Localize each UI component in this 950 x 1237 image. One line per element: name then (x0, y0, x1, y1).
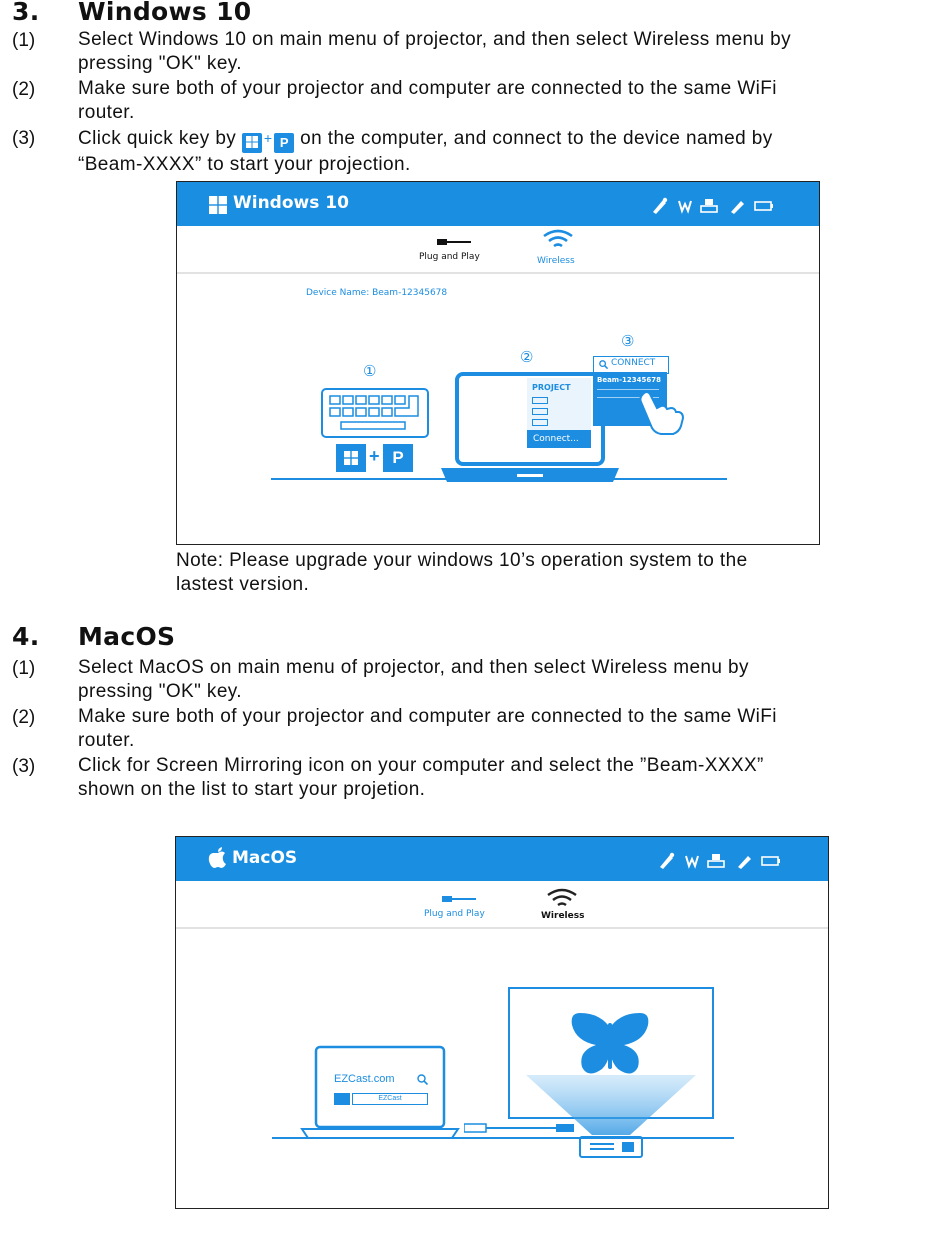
project-option (532, 419, 548, 426)
step-number: (3) (12, 756, 36, 777)
tab-wireless[interactable] (536, 883, 588, 925)
tab-label: Plug and Play (424, 909, 485, 919)
step-marker-1: ① (363, 363, 377, 380)
step-number: (1) (12, 30, 36, 51)
ezcast-url: EZCast.com (334, 1073, 395, 1085)
w-icon (679, 201, 691, 211)
step-line: Select Windows 10 on main menu of projector, and then select Wireless menu by (78, 29, 792, 50)
step-line: Make sure both of your projector and computer are connected to the same WiFi (78, 78, 777, 99)
windows-logo-icon (209, 196, 227, 214)
windows-key-icon (336, 444, 366, 472)
step-line: shown on the list to start your projetion. (78, 779, 426, 800)
project-option (532, 408, 548, 415)
step-line: router. (78, 102, 135, 123)
device-item[interactable]: Beam-12345678 (597, 376, 661, 384)
windows-screen (176, 181, 820, 545)
step-text (78, 754, 764, 802)
step-marker-2: ② (520, 349, 534, 366)
p-key: P (383, 444, 413, 472)
search-icon (599, 360, 608, 369)
note (176, 549, 748, 597)
connect-button[interactable]: Connect... (527, 430, 591, 448)
baseline (272, 1137, 734, 1139)
wifi-icon (546, 887, 578, 909)
section-number: 4. (12, 622, 40, 651)
network-icon (701, 199, 717, 212)
hdmi-cable-icon (442, 895, 476, 903)
step-line (78, 126, 773, 153)
keyboard-icon (321, 388, 429, 438)
step-line: “Beam-XXXX” to start your projection. (78, 154, 411, 175)
step-line-part: on the computer, and connect to the device named by (300, 128, 773, 149)
status-icons (656, 850, 796, 870)
download-icon (334, 1093, 350, 1105)
connect-header-label: CONNECT (611, 358, 656, 368)
step-text (78, 77, 777, 125)
step-line: router. (78, 730, 135, 751)
section-title: MacOS (78, 622, 176, 651)
step-text (78, 705, 777, 753)
screen-header (176, 837, 828, 881)
device-name: Device Name: Beam-12345678 (306, 288, 448, 298)
hand-pointer-icon (637, 390, 687, 436)
note-line: lastest version. (176, 574, 310, 595)
network-icon (708, 854, 724, 867)
tab-label: Plug and Play (419, 252, 480, 262)
tabs-bar (176, 881, 828, 929)
projector-icon (578, 1135, 644, 1161)
section-title: Windows 10 (78, 0, 252, 26)
ezcast-button[interactable]: EZCast (352, 1093, 428, 1105)
battery-icon (755, 202, 773, 210)
laptop-icon (300, 1045, 460, 1139)
pen-icon (660, 853, 674, 869)
step-text (78, 656, 749, 704)
battery-icon (762, 857, 780, 865)
step-number: (2) (12, 79, 36, 100)
step-line: Select MacOS on main menu of projector, and then select Wireless menu by (78, 657, 749, 678)
step-line-part: Click quick key by (78, 128, 237, 149)
tab-label: Wireless (537, 256, 575, 266)
status-icons (649, 195, 789, 215)
screen-title: MacOS (232, 848, 298, 868)
step-text (78, 126, 773, 177)
p-key-icon: P (274, 133, 294, 153)
plus-icon: + (369, 446, 380, 466)
pencil-icon (738, 856, 751, 869)
tab-plug-and-play[interactable] (419, 230, 489, 270)
step-line: pressing "OK" key. (78, 53, 242, 74)
step-line: Click for Screen Mirroring icon on your computer and select the ”Beam-XXXX” (78, 755, 764, 776)
wifi-icon (542, 228, 574, 250)
hdmi-cable-icon (464, 1123, 578, 1133)
apple-logo-icon (208, 847, 228, 869)
pen-icon (653, 198, 667, 214)
pencil-icon (731, 201, 744, 214)
windows-key-icon (242, 133, 262, 153)
screen-header (177, 182, 819, 226)
hdmi-cable-icon (437, 238, 471, 246)
tab-wireless[interactable] (532, 228, 584, 270)
step-marker-3: ③ (621, 333, 635, 350)
step-number: (2) (12, 707, 36, 728)
baseline (271, 478, 727, 480)
tabs-bar (177, 226, 819, 274)
note-line: Note: Please upgrade your windows 10’s operation system to the (176, 550, 748, 571)
project-label: PROJECT (532, 383, 571, 392)
step-text (78, 28, 791, 76)
step-line: pressing "OK" key. (78, 681, 242, 702)
search-icon (417, 1074, 428, 1085)
section-number: 3. (12, 0, 40, 26)
step-number: (3) (12, 128, 36, 149)
screen-title: Windows 10 (233, 193, 349, 213)
tab-plug-and-play[interactable] (422, 885, 494, 925)
step-line: Make sure both of your projector and computer are connected to the same WiFi (78, 706, 777, 727)
step-number: (1) (12, 658, 36, 679)
project-option (532, 397, 548, 404)
plus-icon: + (263, 130, 273, 146)
macos-screen (175, 836, 829, 1209)
tab-label: Wireless (541, 911, 585, 921)
w-icon (686, 856, 698, 866)
butterfly-icon (568, 1011, 652, 1083)
